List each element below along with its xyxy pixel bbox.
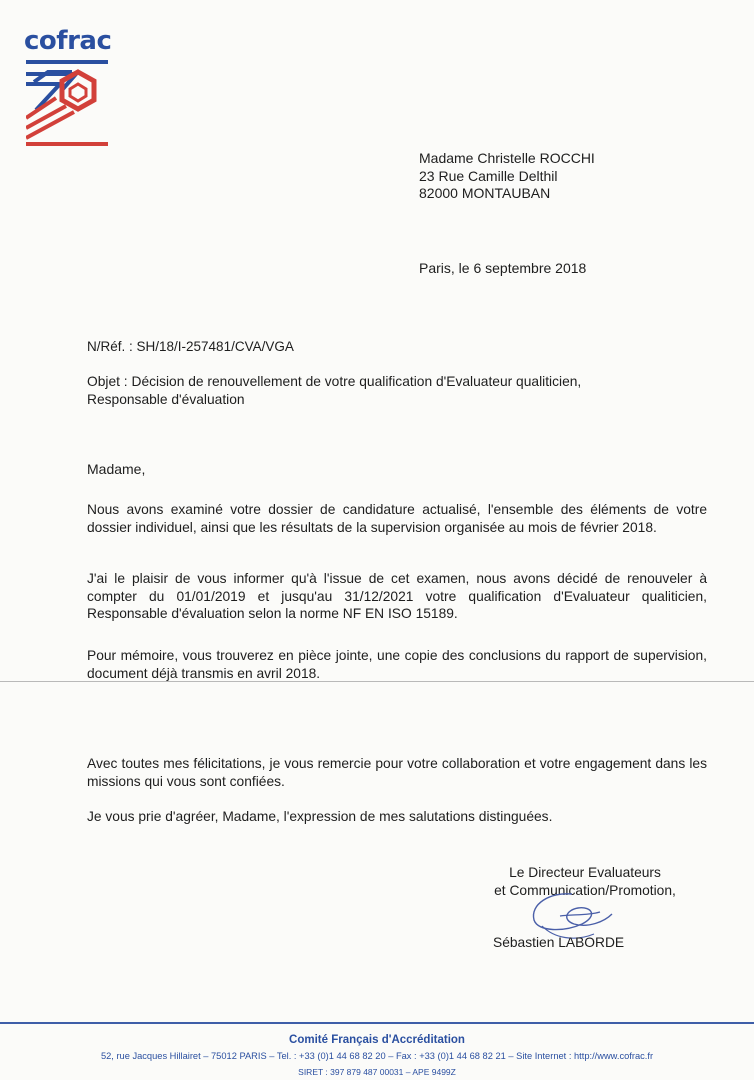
salutation: Madame,	[87, 461, 146, 477]
letter-date: Paris, le 6 septembre 2018	[419, 260, 587, 276]
cofrac-logo-text: cofrac	[24, 26, 112, 56]
body-paragraph-2: J'ai le plaisir de vous informer qu'à l'issue de cet examen, nous avons décidé de renouveler à compter du 01/01/2019 et jusqu'au 31/12/2021 votre qualification d'Evaluateur qualiticien, Responsable d'évaluation selon la norme NF EN ISO 15189.	[87, 571, 707, 621]
signatory-name: Sébastien LABORDE	[493, 935, 625, 950]
recipient-street: 23 Rue Camille Delthil	[419, 167, 558, 184]
body-paragraph-4: Avec toutes mes félicitations, je vous remercie pour votre collaboration et votre engagement dans les missions qui vous sont confiées.	[87, 756, 707, 789]
recipient-city: 82000 MONTAUBAN	[419, 185, 551, 201]
recipient-name: Madame Christelle ROCCHI	[419, 150, 595, 166]
subject-line-2: Responsable d'évaluation	[87, 391, 245, 407]
cofrac-logo-icon	[26, 60, 110, 148]
body-paragraph-3: Pour mémoire, vous trouverez en pièce jointe, une copie des conclusions du rapport de supervision, document déjà transmis en avril 2018.	[87, 648, 707, 681]
signatory-title-line-2: et Communication/Promotion,	[494, 882, 676, 898]
footer-address: 52, rue Jacques Hillairet – 75012 PARIS – Tel. : +33 (0)1 44 68 82 20 – Fax : +33 (0)1 44 68 82 21 – Site Internet : http://www.cofrac.fr	[100, 1051, 654, 1061]
footer-siret: SIRET : 397 879 487 00031 – APE 9499Z	[298, 1067, 456, 1077]
subject-line-1: Objet : Décision de renouvellement de votre qualification d'Evaluateur qualiticien,	[87, 374, 582, 389]
subject	[87, 373, 707, 408]
body-paragraph-1: Nous avons examiné votre dossier de candidature actualisé, l'ensemble des éléments de votre dossier individuel, ainsi que les résultats de la supervision organisée au mois de février 2018.	[87, 502, 707, 535]
footer-divider	[0, 1022, 754, 1024]
body-paragraph-5: Je vous prie d'agréer, Madame, l'expression de mes salutations distinguées.	[87, 809, 553, 824]
signatory-title-line-1: Le Directeur Evaluateurs	[509, 865, 661, 880]
recipient-address	[419, 150, 595, 203]
scan-fold-line	[0, 681, 754, 682]
footer-organization: Comité Français d'Accréditation	[289, 1034, 465, 1046]
reference-number: N/Réf. : SH/18/I-257481/CVA/VGA	[87, 339, 294, 354]
